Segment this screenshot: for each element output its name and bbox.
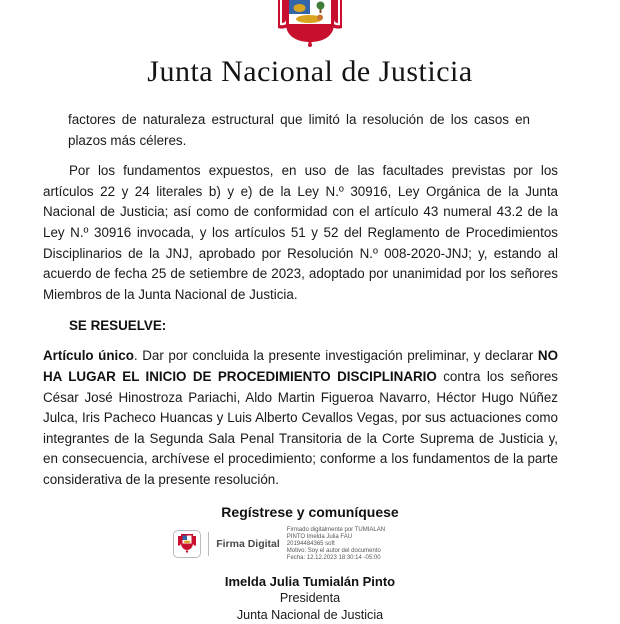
article-label: Artículo único (43, 348, 134, 364)
cert-line: PINTO Imelda Julia FAU (286, 533, 353, 540)
article-text-rest: contra los señores César José Hinostroza Pariachi, Aldo Martin Figueroa Navarro, Héctor Hugo Núñez Julca, Iris Pacheco Huancas y Luis Alberto Cevallos Vegas, por sus actuaciones como integrantes de la Segunda Sala Penal Transitoria de la Corte Suprema de Justicia y, en consecuencia, archívese el procedimiento; conforme a los fundamentos de la parte considerativa de la presente resolución. (43, 368, 558, 487)
coat-of-arms-icon (276, 0, 344, 46)
cert-line: Fecha: 12.12.2023 18:30:14 -05:00 (286, 554, 381, 561)
article-ruling-bold: NO HA LUGAR EL INICIO DE PROCEDIMIENTO DISCIPLINARIO (43, 348, 558, 384)
digital-signature-block (86, 527, 506, 562)
fundamentos-paragraph: Por los fundamentos expuestos, en uso de las facultades previstas por los artículos 22 y 24 literales b) y e) de la Ley N.º 30916, Ley Orgánica de la Junta Nacional de Justicia; así como de conformidad con el artículo 43 numeral 43.2 de la Ley N.º 30916 invocada, y los artículos 51 y 52 del Reglamento de Procedimientos Disciplinarios de la JNJ, aprobado por Resolución N.º 008-2020-JNJ; y, estando al acuerdo de fecha 25 de setiembre de 2023, adoptado por unanimidad por los señores Miembros de la Junta Nacional de Justicia. (43, 163, 558, 302)
signer-name: Imelda Julia Tumialán Pinto (224, 573, 396, 589)
signer-role: Presidenta (279, 590, 341, 605)
firma-digital-label: Firma Digital (216, 538, 280, 550)
signer-org: Junta Nacional de Justicia (236, 607, 384, 622)
cert-line: Motivo: Soy el autor del documento (286, 547, 381, 554)
signature-divider (208, 532, 209, 556)
signature-cert-text (287, 527, 419, 562)
article-text-lead: . Dar por concluida la presente investigación preliminar, y declarar (133, 348, 538, 364)
resolve-heading: SE RESUELVE: (69, 318, 167, 334)
article-paragraph (43, 346, 558, 490)
cert-line: Firmado digitalmente por TUMIALAN (286, 526, 386, 533)
continuation-paragraph: factores de naturaleza estructural que limitó la resolución de los casos en plazos más céleres. (68, 112, 530, 148)
cert-line: 20194484365 soft (286, 540, 335, 547)
register-heading: Regístrese y comuníquese (221, 503, 399, 520)
page-title: Junta Nacional de Justicia (147, 55, 473, 88)
firma-digital-logo-icon (173, 530, 201, 558)
signer-block (0, 573, 620, 624)
